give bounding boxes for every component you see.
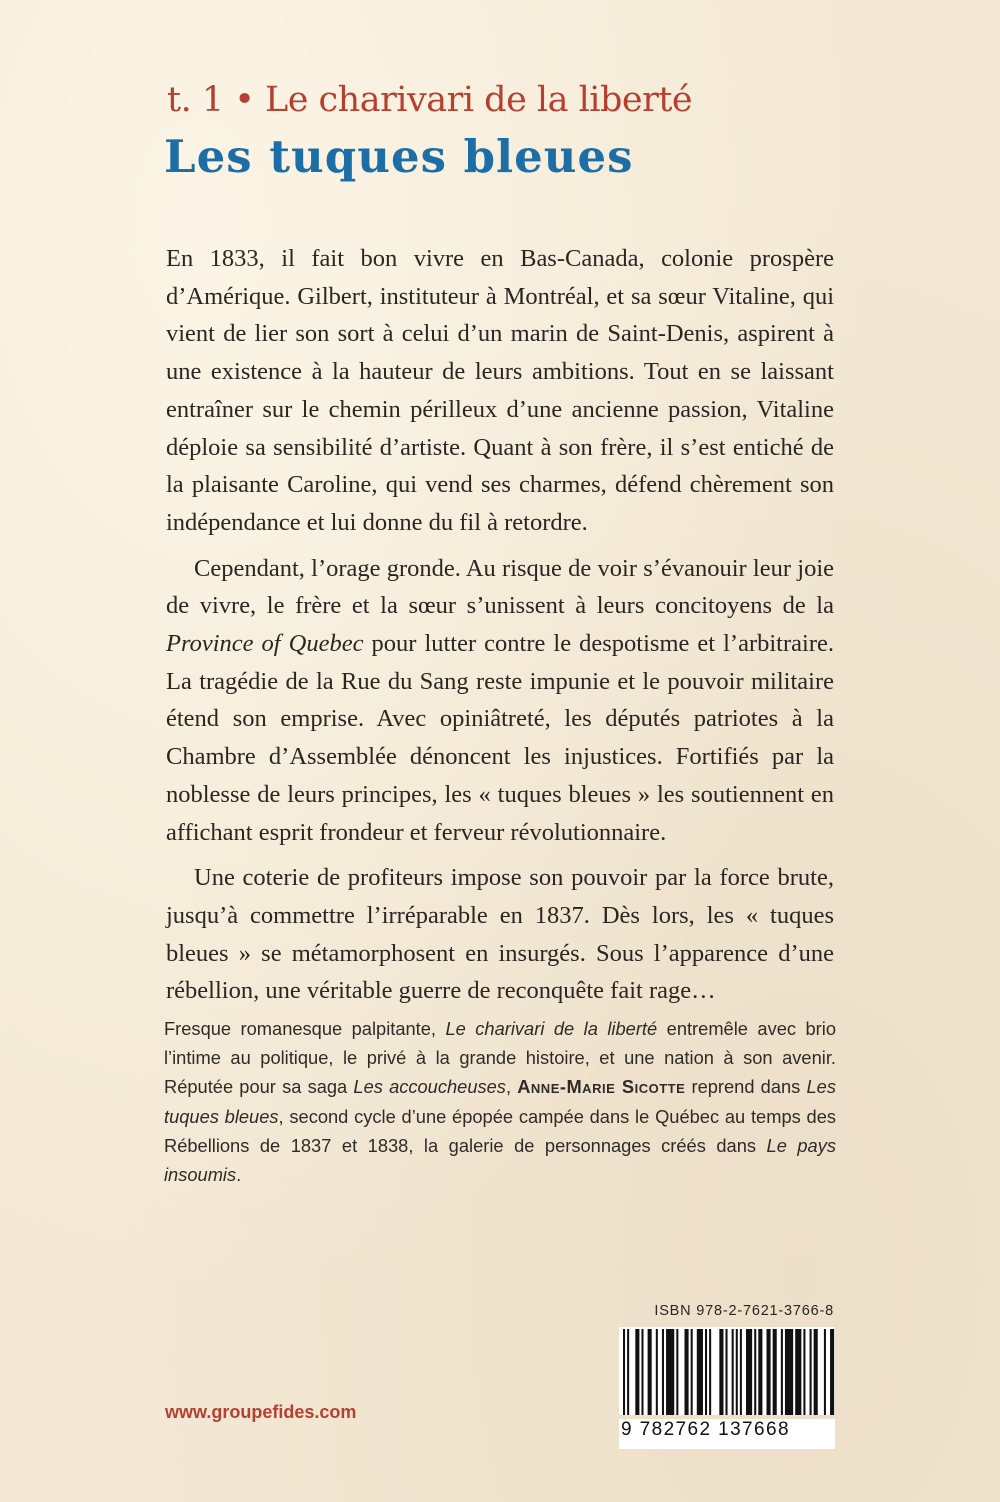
barcode-bar [662, 1329, 664, 1415]
barcode-bar [623, 1329, 625, 1415]
barcode-bar [697, 1329, 703, 1415]
synopsis-paragraph-2 [166, 550, 834, 852]
barcode-bar [795, 1329, 801, 1415]
barcode-digits: 9 782762 137668 [619, 1419, 835, 1449]
barcode-bar [709, 1329, 711, 1415]
barcode-bar [641, 1329, 643, 1415]
barcode-bar [810, 1329, 812, 1415]
barcode-bar [635, 1329, 639, 1415]
barcode-bar [740, 1329, 742, 1415]
barcode-bar [726, 1329, 728, 1415]
synopsis [166, 240, 834, 1018]
isbn-barcode [619, 1327, 835, 1440]
barcode-bar [767, 1329, 771, 1415]
barcode-bar [656, 1329, 658, 1415]
author-blurb [164, 1014, 836, 1189]
blurb-italic-3: Les tuques bleues [164, 1076, 836, 1127]
isbn-label: ISBN 978-2-7621-3766-8 [654, 1303, 834, 1319]
author-name: Anne-Marie Sicotte [517, 1076, 686, 1098]
series-subtitle: t. 1 • Le charivari de la liberté [167, 80, 693, 120]
blurb-text-3: , [505, 1076, 518, 1098]
barcode-bar [781, 1329, 783, 1415]
barcode-bar [705, 1329, 707, 1415]
barcode-bar [719, 1329, 723, 1415]
barcode-bar [814, 1329, 818, 1415]
synopsis-paragraph-2-end: pour lutter contre le despotisme et l’arbitraire. La tragédie de la Rue du Sang reste impunie et le pouvoir militaire étend son emprise. Avec opiniâtreté, les députés patriotes à la Chambre d’Assemblée dénoncent les injustices. Fortifiés par la noblesse de leurs principes, les « tuques bleues » les soutiennent en affichant esprit frondeur et ferveur révolutionnaire. [166, 630, 834, 846]
barcode-bar [803, 1329, 805, 1415]
barcode-bar [736, 1329, 738, 1415]
blurb-italic-4: Le pays insoumis [164, 1134, 836, 1186]
synopsis-paragraph-1: En 1833, il fait bon vivre en Bas-Canada, colonie prospère d’Amérique. Gilbert, instituteur à Montréal, et sa sœur Vitaline, qui vient de lier son sort à celui d’un marin de Saint-Denis, aspirent à une existence à la hauteur de leurs ambitions. Tout en se laissant entraîner sur le chemin périlleux d’une ancienne passion, Vitaline déploie sa sensibilité d’artiste. Quant à son frère, il s’est entiché de la plaisante Caroline, qui vend ses charmes, défend chèrement son indépendance et lui donne du fil à retordre. [166, 245, 834, 536]
barcode-bar [691, 1329, 693, 1415]
barcode-bar [746, 1329, 752, 1415]
synopsis-paragraph-3: Une coterie de profiteurs impose son pouvoir par la force brute, jusqu’à commettre l’irréparable en 1837. Dès lors, les « tuques bleues » se métamorphosent en insurgés. Sous l’apparence d’une rébellion, une véritable guerre de reconquête fait rage… [166, 864, 834, 1005]
blurb-italic-2: Les accoucheuses [353, 1076, 506, 1098]
blurb-text-2: entremêle avec brio l’intime au politique, le privé à la grande histoire, et une nation à son avenir. Réputée pour sa saga [164, 1018, 836, 1098]
blurb-text-1: Fresque romanesque palpitante, [164, 1018, 446, 1039]
barcode-bar [824, 1329, 826, 1415]
barcode-bar [732, 1329, 734, 1415]
barcode-bar [676, 1329, 678, 1415]
barcode-bar [685, 1329, 689, 1415]
barcode-bar [666, 1329, 674, 1415]
barcode-bar [648, 1329, 652, 1415]
barcode-bar [785, 1329, 793, 1415]
province-italic: Province of Quebec [166, 630, 364, 658]
blurb-text-4: reprend dans [685, 1076, 807, 1098]
blurb-text-5: , second cycle d’une épopée campée dans le Québec au temps des Rébellions de 1837 et 1838, la galerie de personnages créés dans [164, 1105, 837, 1156]
blurb-text-6: . [236, 1164, 242, 1186]
blurb-italic-1: Le charivari de la liberté [445, 1018, 658, 1039]
barcode-bar [754, 1329, 756, 1415]
barcode-bars [619, 1327, 835, 1415]
barcode-bar [627, 1329, 629, 1415]
barcode-bar [773, 1329, 777, 1415]
synopsis-paragraph-2-start: Cependant, l’orage gronde. Au risque de voir s’évanouir leur joie de vivre, le frère et la sœur s’unissent à leurs concitoyens de la [166, 554, 834, 620]
barcode-bar [758, 1329, 762, 1415]
book-title: Les tuques bleues [164, 130, 634, 183]
barcode-bar [830, 1329, 834, 1415]
publisher-website: www.groupefides.com [165, 1402, 357, 1422]
